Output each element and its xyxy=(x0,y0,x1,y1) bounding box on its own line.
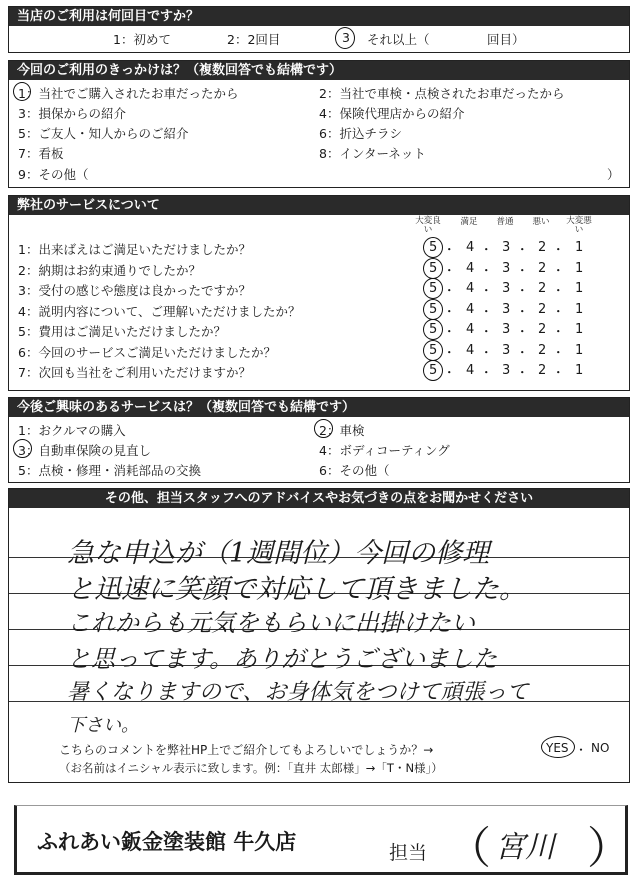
service-question-2: 2：納期はお約束通りでしたか？ xyxy=(18,262,201,278)
handwritten-line-4: と思ってます。ありがとうございました xyxy=(67,645,498,673)
service-question-7: 7：次回も当社をご利用いただけますか？ xyxy=(18,365,251,380)
reason-item-4[interactable]: 4：保険代理店からの紹介 xyxy=(319,106,465,121)
rating-option[interactable]: 3 xyxy=(502,322,511,337)
rating-separator-dot: ・ xyxy=(552,262,565,278)
rating-separator-dot: ・ xyxy=(552,365,565,380)
comments-title: その他、担当スタッフへのアドバイスやお気づきの点をお聞かせください xyxy=(9,489,629,508)
rating-option[interactable]: 2 xyxy=(538,240,547,255)
rating-option[interactable]: 2 xyxy=(538,322,547,337)
rating-option[interactable]: 1 xyxy=(575,281,584,296)
service-question-4: 4：説明内容について、ご理解いただけましたか？ xyxy=(18,303,301,319)
scale-header-5: 大変悪い xyxy=(566,216,592,235)
rating-separator-dot: ・ xyxy=(480,303,493,319)
rating-separator-dot: ・ xyxy=(443,283,456,298)
handwritten-line-2: と迅速に笑顔で対応して頂きました。 xyxy=(67,574,526,605)
rating-option[interactable]: 1 xyxy=(575,240,584,255)
rating-separator-dot: ・ xyxy=(516,324,529,339)
scale-header-1: 大変良い xyxy=(415,216,441,235)
consent-no[interactable]: NO xyxy=(591,741,610,755)
reason-item-8[interactable]: 8：インターネット xyxy=(319,146,426,161)
rating-separator-dot: ・ xyxy=(443,324,456,339)
rating-option[interactable]: 5 xyxy=(429,322,438,337)
interest-title: 今後ご興味のあるサービスは？（複数回答でも結構です） xyxy=(9,398,629,417)
shop-name: ふれあい鈑金塗装館 牛久店 xyxy=(37,830,297,854)
interest-item-6[interactable]: 6：その他（ xyxy=(319,463,390,478)
rating-option[interactable]: 4 xyxy=(466,260,475,276)
rating-option[interactable]: 4 xyxy=(466,301,475,317)
rating-option[interactable]: 2 xyxy=(538,281,547,296)
rating-separator-dot: ・ xyxy=(443,344,456,360)
rating-separator-dot: ・ xyxy=(443,365,456,380)
visit-option-1[interactable]: 1：初めて xyxy=(113,32,171,47)
reason-item-3[interactable]: 3：損保からの紹介 xyxy=(18,106,126,121)
staff-open-paren: （ xyxy=(447,823,491,874)
rating-option[interactable]: 2 xyxy=(538,363,547,378)
staff-name: 宮川 xyxy=(495,830,555,865)
consent-question: こちらのコメントを弊社HP上でご紹介してもよろしいでしょうか？→ xyxy=(59,743,434,757)
visit-count-section xyxy=(8,6,630,53)
rating-selected-circle xyxy=(423,360,443,381)
rating-option[interactable]: 2 xyxy=(538,301,547,317)
interest-section xyxy=(8,397,630,483)
handwritten-line-3: これからも元気をもらいに出掛けたい xyxy=(67,609,475,637)
rating-selected-circle xyxy=(423,340,443,361)
consent-note: （お名前はイニシャル表示に致します。例：「直井 太郎様」→「T・N様」） xyxy=(59,761,443,775)
rating-separator-dot: ・ xyxy=(443,262,456,278)
rating-option[interactable]: 4 xyxy=(466,322,475,337)
rating-separator-dot: ・ xyxy=(516,344,529,360)
rating-selected-circle xyxy=(423,319,443,340)
scale-header-2: 満足 xyxy=(460,217,478,227)
rating-separator-dot: ・ xyxy=(516,283,529,298)
rating-option[interactable]: 1 xyxy=(575,322,584,337)
reason-item-5[interactable]: 5：ご友人・知人からのご紹介 xyxy=(18,126,189,141)
handwritten-line-5: 暑くなりますので、お身体気をつけて頑張って xyxy=(67,680,529,705)
rating-option[interactable]: 3 xyxy=(502,281,511,296)
reason-item-7[interactable]: 7：看板 xyxy=(18,146,64,161)
rating-option[interactable]: 5 xyxy=(429,301,438,317)
reason-title: 今回のご利用のきっかけは？（複数回答でも結構です） xyxy=(9,61,629,80)
rating-separator-dot: ・ xyxy=(552,303,565,319)
rating-option[interactable]: 1 xyxy=(575,363,584,378)
rating-selected-circle xyxy=(423,299,443,320)
rating-separator-dot: ・ xyxy=(480,365,493,380)
rating-option[interactable]: 4 xyxy=(466,342,475,358)
staff-close-paren: ） xyxy=(587,823,631,874)
interest-item-1[interactable]: 1：おクルマの購入 xyxy=(18,423,126,438)
rating-option[interactable]: 5 xyxy=(429,260,438,276)
visit-option-3-number[interactable]: 3 xyxy=(342,30,350,45)
rating-option[interactable]: 1 xyxy=(575,342,584,358)
rating-separator-dot: ・ xyxy=(480,242,493,257)
rating-selected-circle xyxy=(423,278,443,299)
staff-label: 担当 xyxy=(389,842,428,864)
rating-option[interactable]: 3 xyxy=(502,301,511,317)
consent-yes[interactable]: YES xyxy=(546,741,569,755)
rating-separator-dot: ・ xyxy=(516,242,529,257)
rating-separator-dot: ・ xyxy=(480,344,493,360)
rating-separator-dot: ・ xyxy=(480,324,493,339)
scale-header-4: 悪い xyxy=(532,217,550,227)
rating-separator-dot: ・ xyxy=(443,303,456,319)
service-section xyxy=(8,195,630,391)
rating-separator-dot: ・ xyxy=(552,242,565,257)
rating-option[interactable]: 2 xyxy=(538,342,547,358)
rating-option[interactable]: 4 xyxy=(466,363,475,378)
rating-option[interactable]: 1 xyxy=(575,260,584,276)
interest-item-3[interactable]: 3：自動車保険の見直し xyxy=(18,443,151,458)
rating-separator-dot: ・ xyxy=(552,283,565,298)
service-question-6: 6：今回のサービスご満足いただけましたか？ xyxy=(18,344,276,360)
rating-option[interactable]: 5 xyxy=(429,240,438,255)
rating-separator-dot: ・ xyxy=(516,262,529,278)
rating-separator-dot: ・ xyxy=(552,344,565,360)
rating-separator-dot: ・ xyxy=(516,365,529,380)
handwritten-line-1: 急な申込が（1週間位）今回の修理 xyxy=(67,538,490,569)
rating-option[interactable]: 3 xyxy=(502,342,511,358)
reason-item-2[interactable]: 2：当社で車検・点検されたお車だったから xyxy=(319,86,565,101)
rating-separator-dot: ・ xyxy=(480,262,493,278)
service-question-1: 1：出来ばえはご満足いただけましたか？ xyxy=(18,242,251,257)
visit-option-3[interactable]: それ以上（ xyxy=(367,32,430,47)
rating-option[interactable]: 2 xyxy=(538,260,547,276)
reason-item-6[interactable]: 6：折込チラシ xyxy=(319,126,402,141)
rating-option[interactable]: 4 xyxy=(466,240,475,255)
rating-selected-circle xyxy=(423,258,443,279)
reason-section xyxy=(8,60,630,188)
interest-item-5[interactable]: 5：点検・修理・消耗部品の交換 xyxy=(18,463,201,478)
reason-item-1[interactable]: 1：当社でご購入されたお車だったから xyxy=(18,86,239,101)
footer-box xyxy=(14,805,631,875)
rating-selected-circle xyxy=(423,237,443,258)
rating-option[interactable]: 1 xyxy=(575,301,584,317)
handwritten-line-6: 下さい。 xyxy=(67,715,139,736)
rating-option[interactable]: 3 xyxy=(502,363,511,378)
reason-item-9[interactable]: 9：その他（ xyxy=(18,167,89,182)
rating-option[interactable]: 3 xyxy=(502,240,511,255)
reason-other-close: ） xyxy=(607,167,620,182)
interest-item-2[interactable]: 2：車検 xyxy=(319,423,365,438)
visit-count-title: 当店のご利用は何回目ですか？ xyxy=(9,7,629,26)
rating-option[interactable]: 4 xyxy=(466,281,475,296)
scale-header-3: 普通 xyxy=(496,217,514,227)
rating-option[interactable]: 3 xyxy=(502,260,511,276)
rating-separator-dot: ・ xyxy=(443,242,456,257)
rating-separator-dot: ・ xyxy=(480,283,493,298)
consent-separator: ・ xyxy=(575,743,588,757)
rating-separator-dot: ・ xyxy=(516,303,529,319)
rating-option[interactable]: 5 xyxy=(429,363,438,378)
service-question-3: 3：受付の感じや態度は良かったですか？ xyxy=(18,283,251,298)
comments-section xyxy=(8,488,630,783)
visit-option-2[interactable]: 2：2回目 xyxy=(227,32,281,47)
rating-option[interactable]: 5 xyxy=(429,281,438,296)
service-question-5: 5：費用はご満足いただけましたか？ xyxy=(18,324,226,339)
service-title: 弊社のサービスについて xyxy=(9,196,629,215)
visit-option-3-tail: 回目） xyxy=(487,32,525,47)
rating-option[interactable]: 5 xyxy=(429,342,438,358)
interest-item-4[interactable]: 4：ボディコーティング xyxy=(319,443,450,458)
rating-separator-dot: ・ xyxy=(552,324,565,339)
